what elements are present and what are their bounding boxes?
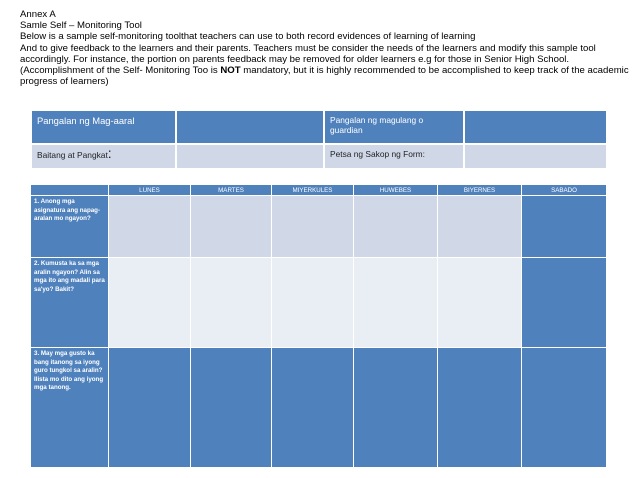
answer-cell[interactable]: [109, 348, 191, 468]
intro-line: Below is a sample self-monitoring toolthat teachers can use to both record evidences of learning of learning: [20, 31, 476, 43]
learner-info-table: [30, 109, 608, 170]
annex-label: Annex A: [20, 9, 56, 20]
answer-cell[interactable]: [191, 258, 272, 348]
answer-cell[interactable]: [522, 196, 607, 258]
answer-cell[interactable]: [272, 348, 354, 468]
answer-cell[interactable]: [522, 348, 607, 468]
coverage-date-field[interactable]: [464, 144, 607, 169]
coverage-date-label: Petsa ng Sakop ng Form:: [324, 144, 464, 169]
learner-name-field[interactable]: [176, 110, 324, 144]
day-header: BIYERNES: [438, 185, 522, 196]
corner-cell: [31, 185, 109, 196]
learner-name-label: Pangalan ng Mag-aaral: [31, 110, 176, 144]
grade-section-label: Baitang at Pangkat:: [31, 144, 176, 169]
answer-cell[interactable]: [354, 348, 438, 468]
grade-section-field[interactable]: [176, 144, 324, 169]
day-header: LUNES: [109, 185, 191, 196]
answer-cell[interactable]: [354, 258, 438, 348]
answer-cell[interactable]: [438, 258, 522, 348]
day-header: MIYERKULES: [272, 185, 354, 196]
answer-cell[interactable]: [438, 348, 522, 468]
day-header: MARTES: [191, 185, 272, 196]
monitoring-schedule-table: [30, 184, 607, 468]
answer-cell[interactable]: [522, 258, 607, 348]
answer-cell[interactable]: [109, 258, 191, 348]
answer-cell[interactable]: [354, 196, 438, 258]
answer-cell[interactable]: [438, 196, 522, 258]
intro-note: (Accomplishment of the Self- Monitoring Too is NOT mandatory, but it is highly recommended to be accomplished to keep track of the academic progress of learners): [20, 65, 629, 88]
answer-cell[interactable]: [272, 258, 354, 348]
question-1: 1. Anong mga asignatura ang napag-aralan mo ngayon?: [31, 196, 109, 258]
question-2: 2. Kumusta ka sa mga aralin ngayon? Alin sa mga ito ang madali para sa'yo? Bakit?: [31, 258, 109, 348]
table-row: [31, 196, 607, 258]
answer-cell[interactable]: [191, 196, 272, 258]
intro-paragraph: And to give feedback to the learners and their parents. Teachers must be consider the needs of the learners and modify this sample tool accordingly. For instance, the portion on parents feedback may be removed for older learners e.g for those in Senior High School.: [20, 42, 596, 65]
parent-name-label: Pangalan ng magulang o guardian: [324, 110, 464, 144]
day-header: HUWEBES: [354, 185, 438, 196]
schedule-header-row: [31, 185, 607, 196]
answer-cell[interactable]: [272, 196, 354, 258]
question-3: 3. May mga gusto ka bang itanong sa iyong guro tungkol sa aralin? Ilista mo dito ang iyong mga tanong.: [31, 348, 109, 468]
intro-text: [20, 9, 630, 87]
parent-name-field[interactable]: [464, 110, 607, 144]
table-row: [31, 258, 607, 348]
answer-cell[interactable]: [191, 348, 272, 468]
not-emphasis: NOT: [220, 65, 241, 77]
table-row: [31, 348, 607, 468]
answer-cell[interactable]: [109, 196, 191, 258]
day-header: SABADO: [522, 185, 607, 196]
tool-title: Samle Self – Monitoring Tool: [20, 20, 142, 32]
